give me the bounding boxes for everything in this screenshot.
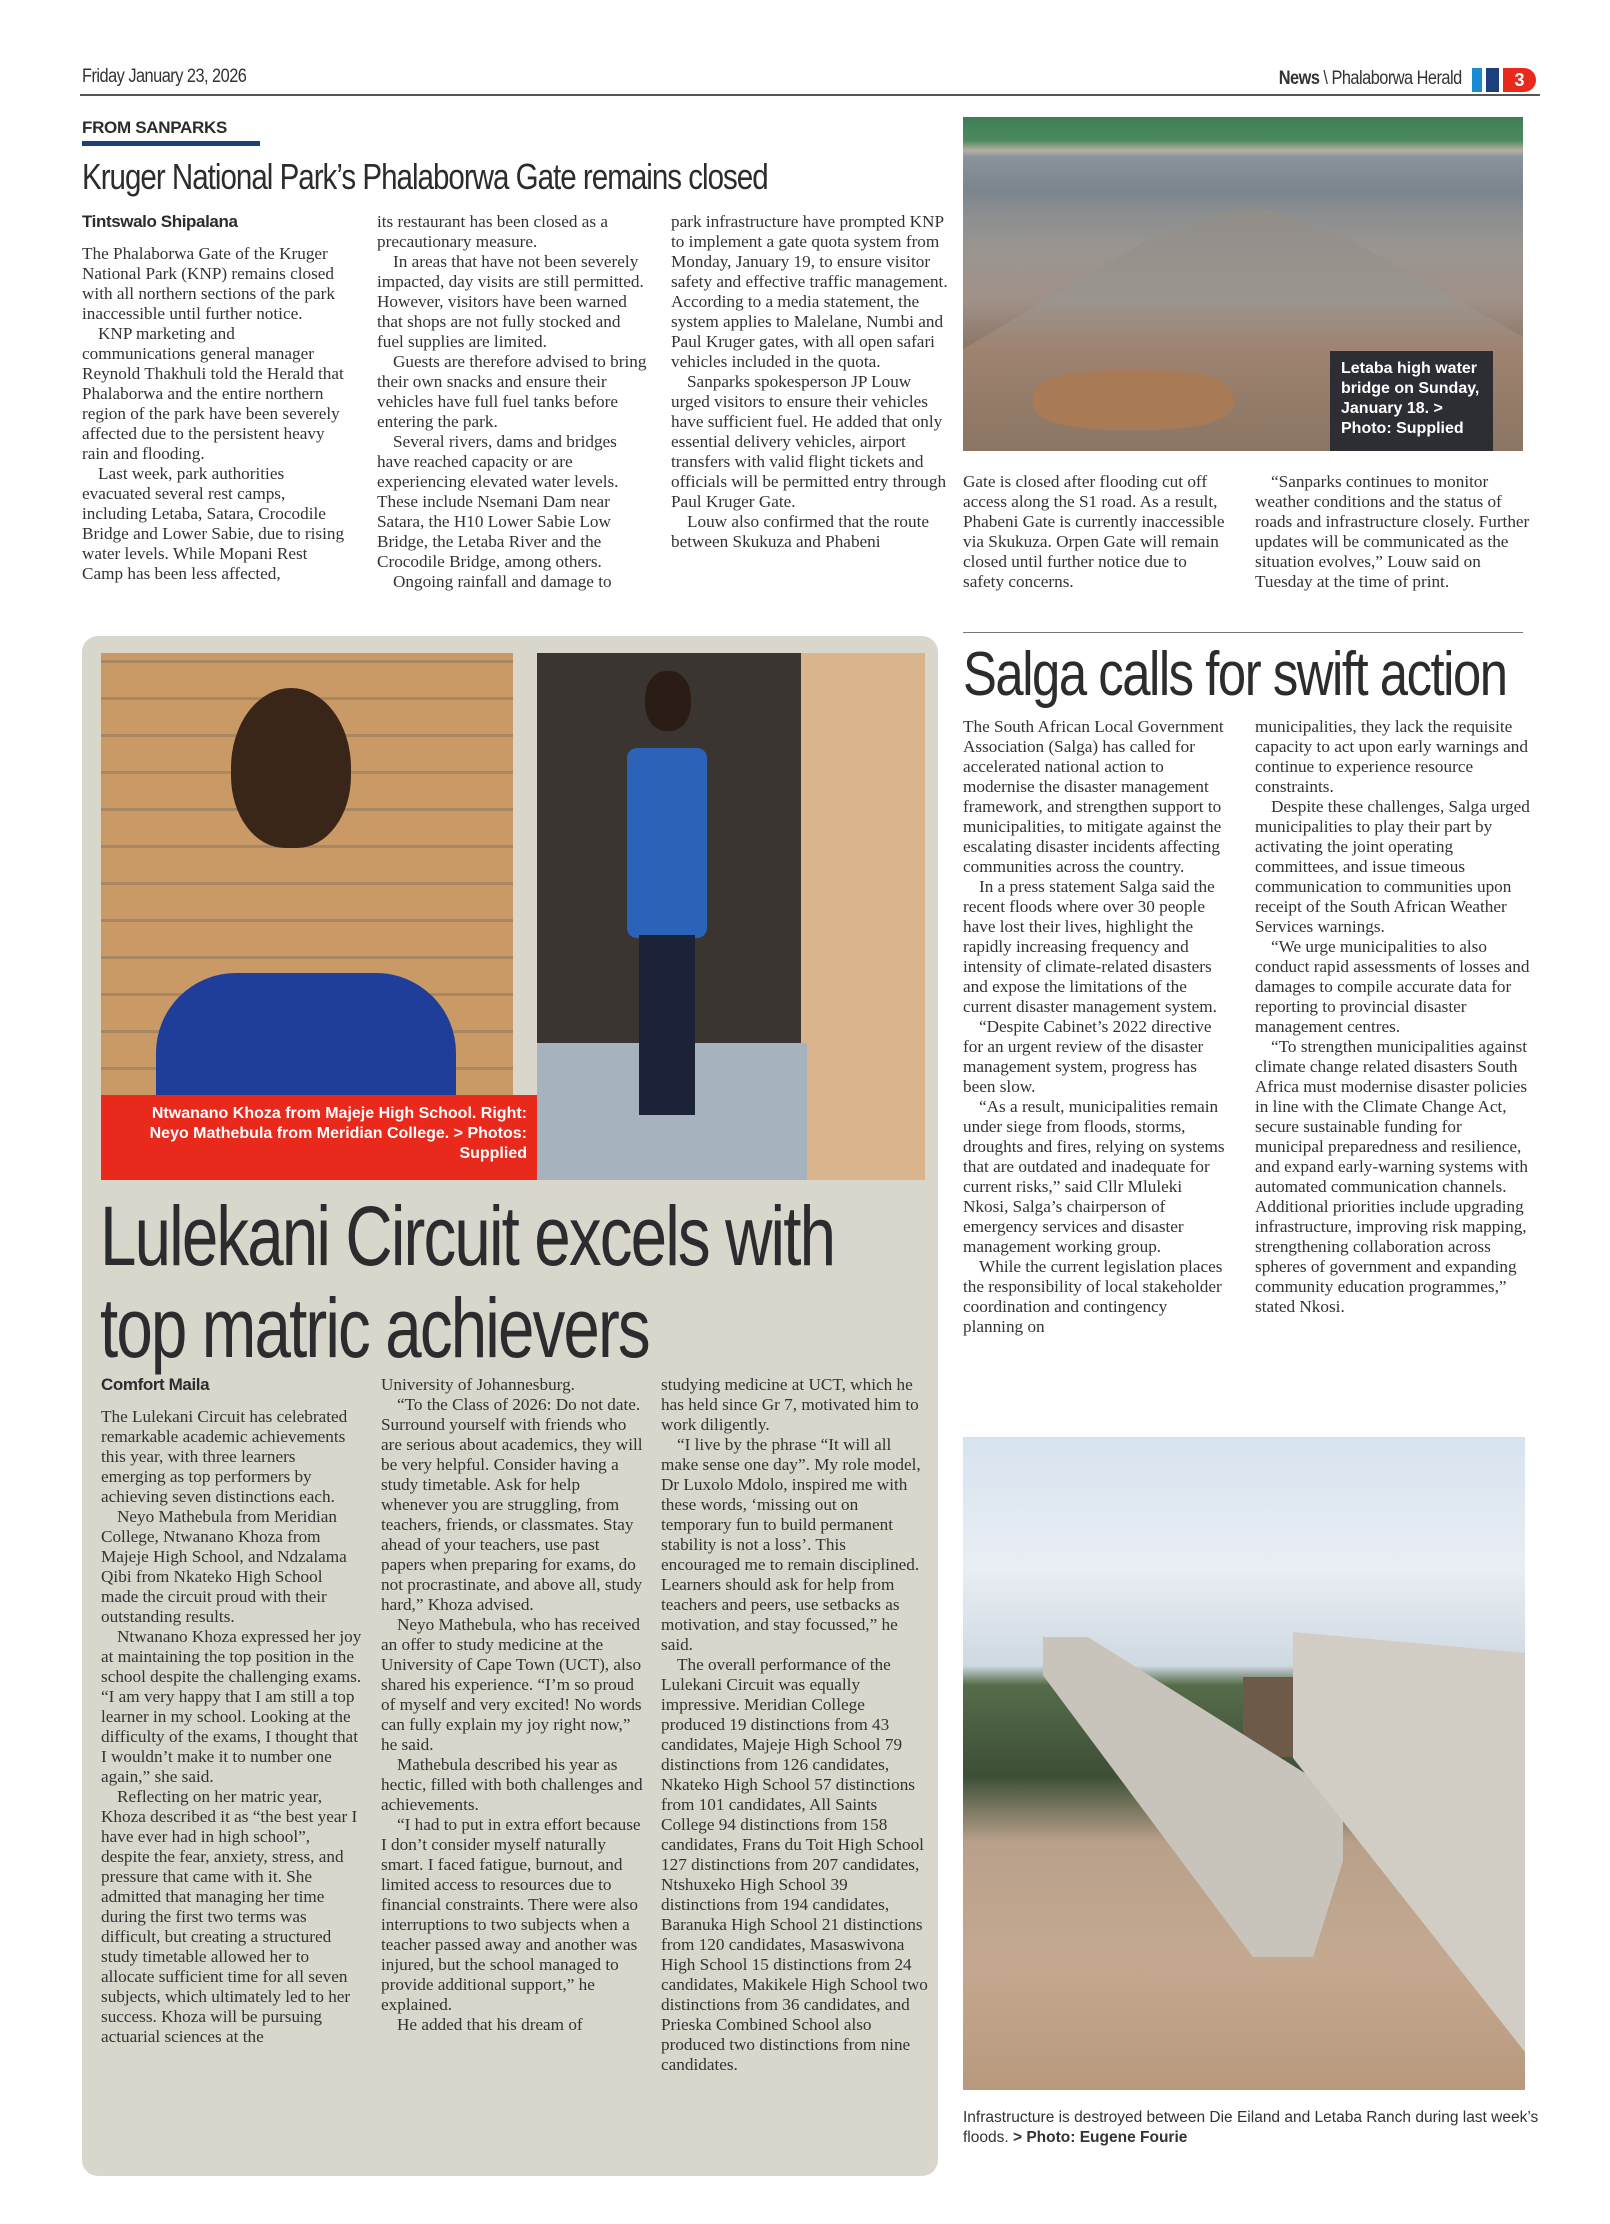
headline-line-2: top matric achievers <box>100 1281 649 1375</box>
paragraph: In a press statement Salga said the recent floods where over 30 people have lost their lives, highlight the rapidly increasing frequency and intensity of climate-related disasters and expose the limitations of the current disaster management system. <box>963 877 1217 1016</box>
lulekani-column-3 <box>661 1375 929 2075</box>
blazer-shape <box>627 748 707 938</box>
students-photo-caption: Ntwanano Khoza from Majeje High School. Right: Neyo Mathebula from Meridian College. > Photos: Supplied <box>101 1095 537 1180</box>
photo-credit: > Photo: Eugene Fourie <box>1012 2129 1188 2146</box>
knp-column-2 <box>377 212 647 592</box>
trousers-shape <box>639 935 695 1115</box>
salga-column-1 <box>963 717 1231 1337</box>
paragraph: Reflecting on her matric year, Khoza described it as “the best year I have ever had in high school”, despite the fear, anxiety, stress, and pressure that came with it. She admitted that managing her time during the first two terms was difficult, but creating a structured study timetable allowed her to allocate sufficient time for all seven subjects, which ultimately led to her success. Khoza will be pursuing actuarial sciences at the <box>101 1787 358 2046</box>
paragraph: Mathebula described his year as hectic, filled with both challenges and achievements. <box>381 1755 643 1814</box>
section-kicker: FROM SANPARKS <box>82 118 228 137</box>
neyo-mathebula-photo <box>537 653 925 1180</box>
section-publication <box>1279 68 1462 90</box>
paragraph: The Lulekani Circuit has celebrated remarkable academic achievements this year, with three learners emerging as top performers by achieving seven distinctions each. <box>101 1407 348 1506</box>
lulekani-column-2 <box>381 1375 646 2035</box>
paragraph: Last week, park authorities evacuated several rest camps, including Letaba, Satara, Crocodile Bridge and Lower Sabie, due to rising water levels. While Mopani Rest Camp has been less affected, <box>82 464 345 583</box>
paragraph: University of Johannesburg. <box>381 1375 575 1394</box>
paragraph: KNP marketing and communications general manager Reynold Thakhuli told the Herald that Phalaborwa and the entire northern region of the park have been severely affected due to the persistent heavy rain and flooding. <box>82 324 344 463</box>
paragraph: “Despite Cabinet’s 2022 directive for an urgent review of the disaster management system, progress has been slow. <box>963 1017 1212 1096</box>
paragraph: “As a result, municipalities remain under siege from floods, storms, droughts and fires, relying on systems that are outdated and inadequate for current risks,” said Cllr Mluleki Nkosi, Salga’s chairperson of emergency services and disaster management working group. <box>963 1097 1225 1256</box>
paragraph: While the current legislation places the responsibility of local stakeholder coordination and contingency planning on <box>963 1257 1223 1336</box>
kicker-underline <box>82 141 260 146</box>
salga-column-2 <box>1255 717 1530 1317</box>
badge-bar-light <box>1472 68 1482 92</box>
article-divider <box>963 632 1523 633</box>
destroyed-bridge-photo <box>963 1437 1525 2090</box>
page-badge <box>1472 68 1536 92</box>
paragraph: The South African Local Government Association (Salga) has called for accelerated national action to modernise the disaster management framework, and strengthen support to municipalities, to mitigate against the escalating disaster incidents affecting communities across the country. <box>963 717 1224 876</box>
knp-byline: Tintswalo Shipalana <box>82 212 238 231</box>
caption-text: Infrastructure is destroyed between Die Eiland and Letaba Ranch during last week’s floods. <box>963 2109 1539 2146</box>
headline-line-1: Lulekani Circuit excels with <box>100 1189 835 1283</box>
paragraph: Ntwanano Khoza expressed her joy at maintaining the top position in the school despite the challenging exams. “I am very happy that I am still a top learner in my school. Looking at the difficulty of the exams, I thought that I wouldn’t make it to number one again,” she said. <box>101 1627 362 1786</box>
puddle-shape <box>1033 370 1233 430</box>
paragraph: Neyo Mathebula, who has received an offer to study medicine at the University of Cape Town (UCT), also shared his experience. “I’m so proud of myself and very excited! No words can fully explain my joy right now,” he said. <box>381 1615 642 1754</box>
paragraph: Neyo Mathebula from Meridian College, Ntwanano Khoza from Majeje High School, and Ndzalama Qibi from Nkateko High School made the circuit proud with their outstanding results. <box>101 1507 347 1626</box>
paragraph: “I live by the phrase “It will all make sense one day”. My role model, Dr Luxolo Mdolo, inspired me with these words, ‘missing out on temporary fun to build permanent stability is not a loss’. This encouraged me to remain disciplined. Learners should ask for help from teachers and peers, use setbacks as motivation, and stay focussed,” he said. <box>661 1435 921 1654</box>
paragraph: “Sanparks continues to monitor weather conditions and the status of roads and infrastructure closely. Further updates will be communicated as the situation evolves,” Louw said on Tuesday at the time of print. <box>1255 472 1530 591</box>
paragraph: “I had to put in extra effort because I don’t consider myself naturally smart. I faced fatigue, burnout, and limited access to resources due to financial constraints. There were also interruptions to two subjects when a teacher passed away and another was injured, but the school managed to provide additional support,” he explained. <box>381 1815 641 2014</box>
paragraph: its restaurant has been closed as a precautionary measure. <box>377 212 608 251</box>
masthead-divider <box>80 94 1540 96</box>
paragraph: He added that his dream of <box>397 2015 583 2034</box>
paragraph: “To the Class of 2026: Do not date. Surround yourself with friends who are serious about academics, they will be very helpful. Consider having a study timetable. Ask for help whenever you are struggling, from teachers, friends, or classmates. Stay ahead of your teachers, use past papers when preparing for exams, do not procrastinate, and above all, study hard,” Khoza advised. <box>381 1395 643 1614</box>
portrait-head-shape <box>645 671 691 731</box>
knp-column-1 <box>82 212 350 584</box>
bottom-photo-caption <box>963 2108 1543 2148</box>
paragraph: The Phalaborwa Gate of the Kruger National Park (KNP) remains closed with all northern sections of the park inaccessible until further notice. <box>82 244 335 323</box>
paragraph: Despite these challenges, Salga urged municipalities to play their part by activating the joint operating committees, and issue timeous communication to communities upon receipt of the South African Weather Services warnings. <box>1255 797 1530 936</box>
knp-column-4 <box>963 472 1231 592</box>
paragraph: Guests are therefore advised to bring their own snacks and ensure their vehicles have full fuel tanks before entering the park. <box>377 352 647 431</box>
paragraph: studying medicine at UCT, which he has held since Gr 7, motivated him to work diligently. <box>661 1375 919 1434</box>
portrait-head-shape <box>231 688 351 848</box>
paragraph: In areas that have not been severely impacted, day visits are still permitted. However, visitors have been warned that shops are not fully stocked and fuel supplies are limited. <box>377 252 644 351</box>
paragraph: “To strengthen municipalities against climate change related disasters South Africa must modernise disaster policies in line with the Climate Change Act, secure sustainable funding for municipal preparedness and resilience, and expand early-warning systems with automated communication channels. Additional priorities include upgrading infrastructure, improving risk mapping, strengthening collaboration across spheres of government and expanding community education programmes,” stated Nkosi. <box>1255 1037 1529 1316</box>
page-number: 3 <box>1503 68 1536 92</box>
publication-name: Phalaborwa Herald <box>1331 68 1462 89</box>
separator: \ <box>1319 68 1332 89</box>
paragraph: The overall performance of the Lulekani Circuit was equally impressive. Meridian College produced 19 distinctions from 43 candidates, Majeje High School 79 distinctions from 126 candidates, Nkateko High School 57 distinctions from 101 candidates, All Saints College 94 distinctions from 158 candidates, Frans du Toit High School 127 distinctions from 207 candidates, Ntshuxeko High School 39 distinctions from 194 candidates, Baranuka High School 21 distinctions from 120 candidates, Masaswivona High School 15 distinctions from 24 candidates, Makikele High School two distinctions from 36 candidates, and Prieska Combined School also produced two distinctions from nine candidates. <box>661 1655 928 2074</box>
paragraph: “We urge municipalities to also conduct rapid assessments of losses and damages to compile accurate data for reporting to provincial disaster management centres. <box>1255 937 1530 1036</box>
lulekani-byline: Comfort Maila <box>101 1375 210 1394</box>
paragraph: park infrastructure have prompted KNP to implement a gate quota system from Monday, January 19, to ensure visitor safety and effective traffic management. According to a media statement, the system applies to Malelane, Numbi and Paul Kruger gates, with all open safari vehicles included in the quota. <box>671 212 948 371</box>
paragraph: Ongoing rainfall and damage to <box>393 572 612 591</box>
issue-date: Friday January 23, 2026 <box>82 66 247 87</box>
paragraph: Louw also confirmed that the route between Skukuza and Phabeni <box>671 512 929 551</box>
badge-bar-dark <box>1486 68 1499 92</box>
knp-column-5 <box>1255 472 1530 592</box>
lulekani-headline <box>100 1190 834 1374</box>
knp-column-3 <box>671 212 949 552</box>
paragraph: municipalities, they lack the requisite capacity to act upon early warnings and continue to experience resource constraints. <box>1255 717 1528 796</box>
paragraph: Gate is closed after flooding cut off access along the S1 road. As a result, Phabeni Gate is currently inaccessible via Skukuza. Orpen Gate will remain closed until further notice due to safety concerns. <box>963 472 1225 591</box>
salga-headline: Salga calls for swift action <box>963 640 1507 709</box>
lulekani-column-1 <box>101 1375 363 2047</box>
letaba-photo-caption: Letaba high water bridge on Sunday, January 18. > Photo: Supplied <box>1330 351 1493 451</box>
knp-headline: Kruger National Park’s Phalaborwa Gate remains closed <box>82 156 768 197</box>
paragraph: Several rivers, dams and bridges have reached capacity or are experiencing elevated water levels. These include Nsemani Dam near Satara, the H10 Lower Sabie Low Bridge, the Letaba River and the Crocodile Bridge, among others. <box>377 432 619 571</box>
section-label: News <box>1279 68 1320 89</box>
paragraph: Sanparks spokesperson JP Louw urged visitors to ensure their vehicles have sufficient fuel. He added that only essential delivery vehicles, airport transfers with valid flight tickets and officials will be permitted entry through Paul Kruger Gate. <box>671 372 947 511</box>
